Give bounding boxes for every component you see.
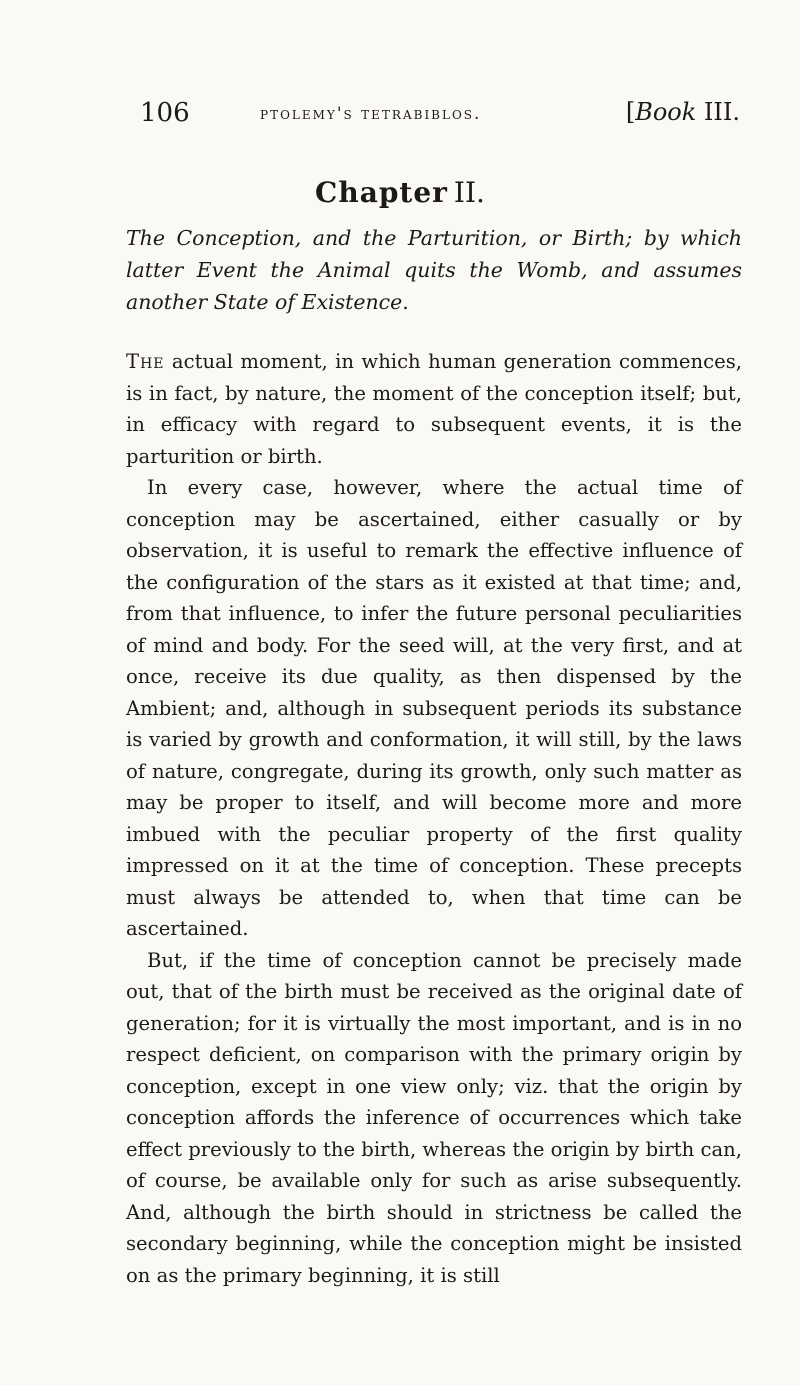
paragraph-text: actual moment, in which human generation commences, is in fact, by nature, the moment of the conception itself; but, in efficacy with regard to subsequent events, it is the parturition or birth. bbox=[126, 350, 742, 468]
running-head bbox=[140, 98, 740, 138]
paragraph-text: But, if the time of conception cannot be precisely made out, that of the birth must be received as the original date of generation; for it is virtually the most important, and is in no respect deficient, on comparison with the primary origin by conception, except in one view only; viz. that the origin by conception affords the inference of occurrences which take effect previously to the birth, whereas the origin by birth can, of course, be available only for such as arise subsequently. And, although the birth should in strictness be called the secondary beginning, while the conception might be insisted on as the primary beginning, it is still bbox=[126, 948, 742, 1287]
chapter-subtitle: The Conception, and the Parturition, or Birth; by which latter Event the Animal quits the Womb, and assumes another State of Existence. bbox=[126, 226, 742, 314]
book-ref-number: III. bbox=[703, 98, 740, 126]
chapter-number: II. bbox=[453, 176, 485, 209]
paragraph bbox=[126, 945, 742, 1292]
paragraph bbox=[126, 472, 742, 945]
paragraph-text: In every case, however, where the actual time of conception may be ascertained, either casually or by observation, it is useful to remark the effective influence of the configuration of the stars as it existed at that time; and, from that influence, to infer the future personal peculiarities of mind and body. For the seed will, at the very first, and at once, receive its due quality, as then dispensed by the Ambient; and, although in subsequent periods its substance is varied by growth and conformation, it will still, by the laws of nature, congregate, during its growth, only such matter as may be proper to itself, and will become more and more imbued with the peculiar property of the first quality impressed on it at the time of conception. These precepts must always be attended to, when that time can be ascertained. bbox=[126, 476, 742, 940]
page-number: 106 bbox=[140, 98, 190, 128]
chapter-label: Chapter bbox=[315, 176, 448, 209]
running-title: ptolemy's tetrabiblos. bbox=[260, 104, 482, 124]
chapter-heading bbox=[0, 176, 800, 209]
paragraph bbox=[126, 346, 742, 472]
paragraph-lead-word: The bbox=[126, 350, 165, 373]
book-reference bbox=[626, 98, 740, 126]
book-ref-label: Book bbox=[635, 98, 697, 126]
body-text bbox=[126, 346, 742, 1291]
book-ref-bracket: [ bbox=[625, 98, 636, 126]
